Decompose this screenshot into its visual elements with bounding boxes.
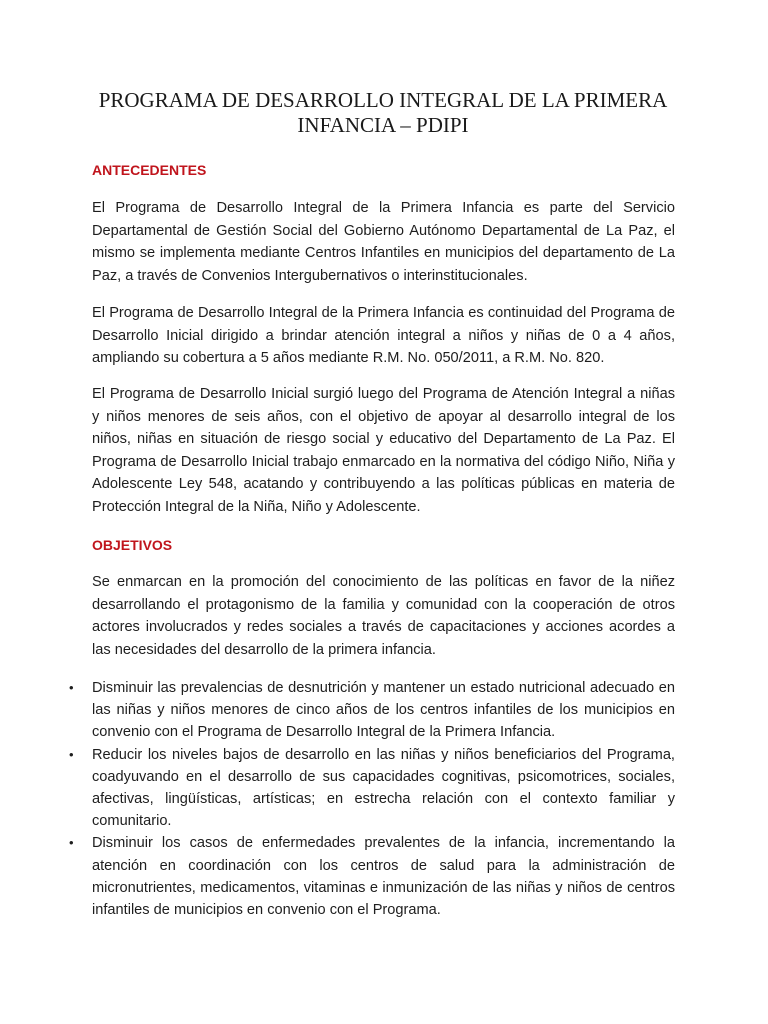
list-item-text: Disminuir los casos de enfermedades prevalentes de la infancia, incrementando la atención en coordinación con los centros de salud para la administración de micronutrientes, medicamentos, vitaminas e inmunización de las niñas y niños de centros infantiles de municipios en convenio con el Programa. xyxy=(92,835,675,919)
document-title: PROGRAMA DE DESARROLLO INTEGRAL DE LA PRIMERA INFANCIA – PDIPI xyxy=(98,88,668,137)
list-item-text: Reducir los niveles bajos de desarrollo en las niñas y niños beneficiarios del Programa, coadyuvando en el desarrollo de sus capacidades cognitivas, psicomotrices, sociales, afectivas, lingüísticas, artísticas; en estrecha relación con el contexto familiar y comunitario. xyxy=(92,746,675,830)
paragraph: El Programa de Desarrollo Integral de la Primera Infancia es continuidad del Programa de Desarrollo Inicial dirigido a brindar atención integral a niños y niñas de 0 a 4 años, ampliando su cobertura a 5 años mediante R.M. No. 050/2011, a R.M. No. 820. xyxy=(92,305,675,367)
list-item xyxy=(69,677,675,744)
objectives-list xyxy=(69,677,675,921)
bullet-icon: • xyxy=(69,835,74,851)
paragraph: El Programa de Desarrollo Inicial surgió luego del Programa de Atención Integral a niñas y niños menores de seis años, con el objetivo de apoyar al desarrollo integral de los niños, niñas en situación de riesgo social y educativo del Departamento de La Paz. El Programa de Desarrollo Inicial trabajo enmarcado en la normativa del código Niño, Niña y Adolescente Ley 548, acatando y contribuyendo a las políticas públicas en materia de Protección Integral de la Niña, Niño y Adolescente. xyxy=(92,386,675,515)
list-item-text: Disminuir las prevalencias de desnutrición y mantener un estado nutricional adecuado en las niñas y niños menores de cinco años de los centros infantiles de los municipios en convenio con el Programa de Desarrollo Integral de la Primera Infancia. xyxy=(92,680,675,741)
list-item xyxy=(69,832,675,921)
bullet-icon: • xyxy=(69,746,74,762)
paragraph: El Programa de Desarrollo Integral de la Primera Infancia es parte del Servicio Departamental de Gestión Social del Gobierno Autónomo Departamental de La Paz, el mismo se implementa mediante Centros Infantiles en municipios del departamento de La Paz, a través de Convenios Intergubernativos o interinstitucionales. xyxy=(92,200,675,284)
section-heading-antecedentes: ANTECEDENTES xyxy=(92,162,207,178)
section-heading-objetivos: OBJETIVOS xyxy=(92,537,173,553)
paragraph: Se enmarcan en la promoción del conocimiento de las políticas en favor de la niñez desarrollando el protagonismo de la familia y comunidad con la cooperación de otros actores involucrados y redes sociales a través de capacitaciones y acciones acordes a las necesidades del desarrollo de la primera infancia. xyxy=(92,574,675,658)
bullet-icon: • xyxy=(69,680,74,695)
list-item xyxy=(69,744,675,833)
